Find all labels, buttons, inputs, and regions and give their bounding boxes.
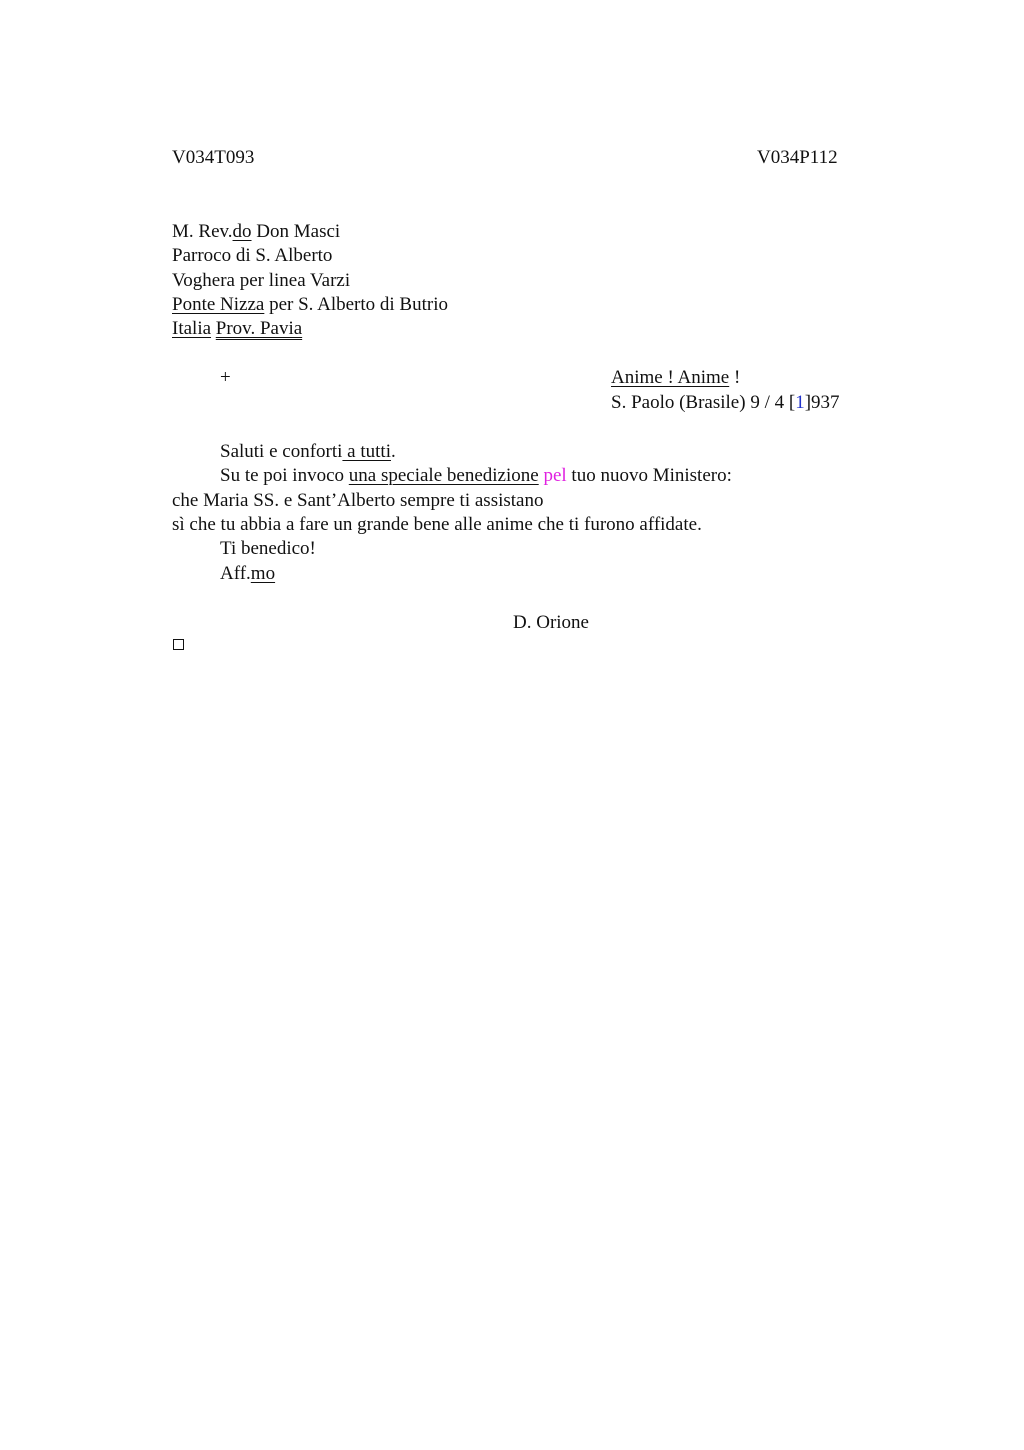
body-line-1	[220, 440, 396, 464]
body-text-highlighted: pel	[543, 465, 567, 486]
body-text: Aff.	[220, 563, 251, 584]
body-text: Su te poi invoco	[220, 465, 349, 486]
document-code-left: V034T093	[172, 147, 255, 168]
body-text-underlined: mo	[250, 563, 276, 584]
body-line-3: che Maria SS. e Sant’Alberto sempre ti assistano	[172, 490, 544, 511]
body-line-6	[220, 562, 275, 586]
place-date-text: S. Paolo (Brasile) 9 / 4 [	[611, 392, 796, 413]
address-text: Don Masci	[251, 221, 341, 242]
address-text-underlined: do	[232, 221, 252, 242]
body-text: .	[390, 441, 396, 462]
body-line-2	[220, 464, 732, 488]
checkbox-icon	[173, 639, 184, 650]
motto-underlined: Anime ! Anime	[611, 367, 730, 388]
address-text: M. Rev.	[172, 221, 233, 242]
motto	[611, 366, 740, 390]
document-code-right: V034P112	[757, 147, 838, 168]
body-text: tuo nuovo Ministero:	[566, 465, 732, 486]
address-line-1	[172, 220, 340, 244]
motto-text: !	[729, 367, 741, 388]
body-text-underlined: una speciale benedizione	[348, 465, 539, 486]
body-text-underlined: a tutti	[342, 441, 391, 462]
place-date-text: ]937	[804, 392, 840, 413]
address-line-3: Voghera per linea Varzi	[172, 270, 351, 291]
address-text-underlined: Ponte Nizza	[172, 294, 265, 315]
body-line-4: sì che tu abbia a fare un grande bene alle anime che ti furono affidate.	[172, 514, 702, 535]
place-date	[611, 391, 840, 415]
cross-mark: +	[220, 367, 231, 388]
address-line-2: Parroco di S. Alberto	[172, 245, 333, 266]
address-text: per S. Alberto di Butrio	[264, 294, 448, 315]
address-line-4	[172, 293, 448, 317]
address-line-5	[172, 317, 302, 341]
signature: D. Orione	[513, 612, 589, 633]
body-line-5: Ti benedico!	[220, 538, 316, 559]
place-date-editorial: 1	[795, 392, 805, 413]
body-text: Saluti e conforti	[220, 441, 343, 462]
address-text-double-underlined: Prov. Pavia	[215, 318, 303, 339]
address-text-underlined: Italia	[172, 318, 212, 339]
